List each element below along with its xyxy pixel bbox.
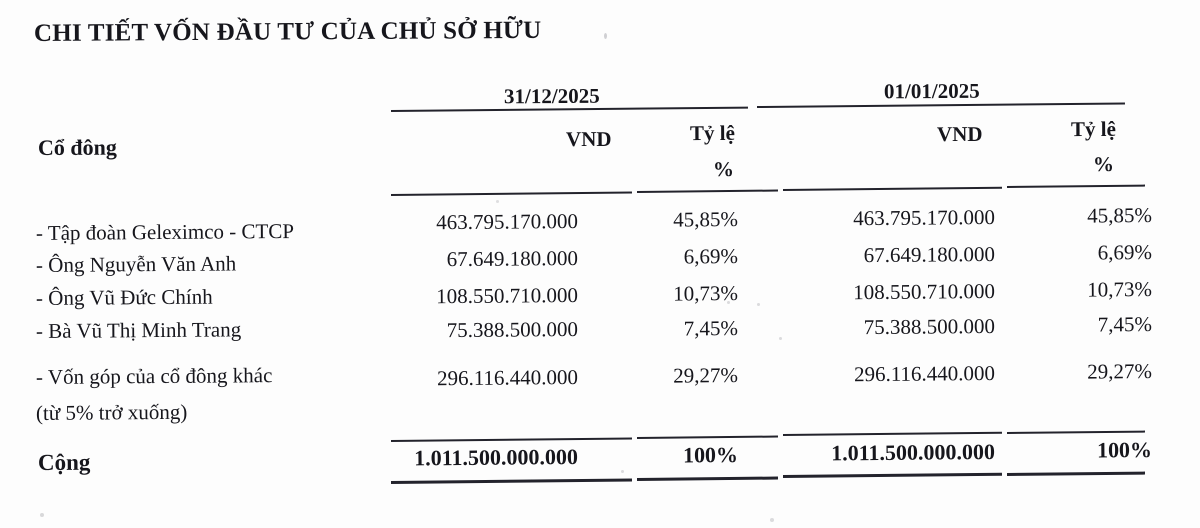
- table-cell-ratio: 6,69%: [683, 244, 739, 269]
- stub-column-header: Cổ đông: [37, 134, 117, 160]
- table-row-label: - Ông Vũ Đức Chính: [35, 284, 213, 310]
- page-title: CHI TIẾT VỐN ĐẦU TƯ CỦA CHỦ SỞ HỮU: [33, 16, 542, 47]
- column-group-date-2: 01/01/2025: [883, 78, 980, 104]
- table-cell-ratio: 29,27%: [1087, 359, 1153, 384]
- table-cell-ratio: 29,27%: [673, 363, 739, 388]
- table-cell-value: 463.795.170.000: [853, 205, 996, 231]
- header-bottom-rule-seg2: [637, 190, 778, 193]
- total-top-rule-seg4: [1007, 431, 1145, 435]
- table-cell-ratio: 45,85%: [1087, 203, 1153, 228]
- table-cell-value: 75.388.500.000: [446, 317, 579, 343]
- total-cell-value: 1.011.500.000.000: [414, 444, 579, 471]
- total-cell-ratio: 100%: [1096, 437, 1153, 463]
- table-cell-value: 67.649.180.000: [446, 246, 579, 272]
- table-cell-value: 108.550.710.000: [436, 283, 579, 309]
- scan-artifact-speck: [496, 200, 499, 203]
- ratio-column-header-2: Tỷ lệ: [1070, 116, 1116, 142]
- table-row-label: - Vốn góp của cổ đông khác: [35, 363, 273, 389]
- column-group-date-1: 31/12/2025: [503, 83, 600, 109]
- header-bottom-rule-seg3: [783, 187, 1002, 191]
- scan-artifact-speck: [770, 518, 774, 522]
- value-column-header-2: VND: [936, 121, 983, 147]
- table-cell-ratio: 6,69%: [1097, 240, 1153, 265]
- total-top-rule-seg1: [391, 437, 632, 442]
- table-cell-ratio: 7,45%: [683, 316, 739, 341]
- table-cell-value: 67.649.180.000: [863, 242, 996, 268]
- total-cell-ratio: 100%: [682, 442, 739, 468]
- table-cell-value: 75.388.500.000: [863, 314, 996, 340]
- ratio-unit-header-2: %: [1092, 151, 1115, 177]
- total-top-rule-seg3: [783, 432, 1002, 437]
- table-cell-ratio: 7,45%: [1097, 312, 1153, 337]
- group-header-rule-2: [757, 102, 1125, 108]
- table-cell-value: 296.116.440.000: [853, 361, 996, 387]
- value-column-header-1: VND: [565, 126, 612, 152]
- table-cell-value: 108.550.710.000: [853, 279, 996, 305]
- total-bottom-rule-seg4: [1007, 472, 1145, 476]
- table-row-label: - Ông Nguyễn Văn Anh: [35, 251, 237, 277]
- total-bottom-rule-seg3: [783, 473, 1002, 478]
- header-bottom-rule-seg1: [391, 191, 632, 196]
- table-cell-ratio: 45,85%: [673, 207, 739, 232]
- table-cell-ratio: 10,73%: [1087, 277, 1153, 302]
- total-row-label: Cộng: [37, 449, 91, 475]
- table-cell-ratio: 10,73%: [673, 281, 739, 306]
- group-header-rule-1: [391, 107, 748, 113]
- total-bottom-rule-seg1: [391, 478, 632, 484]
- table-cell-value: 463.795.170.000: [436, 209, 579, 235]
- ratio-unit-header-1: %: [712, 156, 735, 182]
- scan-artifact-speck: [621, 470, 624, 473]
- header-bottom-rule-seg4: [1007, 185, 1145, 188]
- total-cell-value: 1.011.500.000.000: [831, 439, 996, 466]
- scan-artifact-speck: [604, 33, 607, 39]
- table-cell-value: 296.116.440.000: [436, 365, 579, 391]
- total-top-rule-seg2: [637, 436, 778, 440]
- ratio-column-header-1: Tỷ lệ: [689, 120, 735, 146]
- table-row-sublabel: (từ 5% trở xuống): [35, 399, 188, 425]
- scan-artifact-speck: [40, 513, 44, 517]
- table-row-label: - Tập đoàn Geleximco - CTCP: [35, 218, 295, 245]
- table-row-label: - Bà Vũ Thị Minh Trang: [35, 317, 242, 343]
- total-bottom-rule-seg2: [637, 477, 778, 481]
